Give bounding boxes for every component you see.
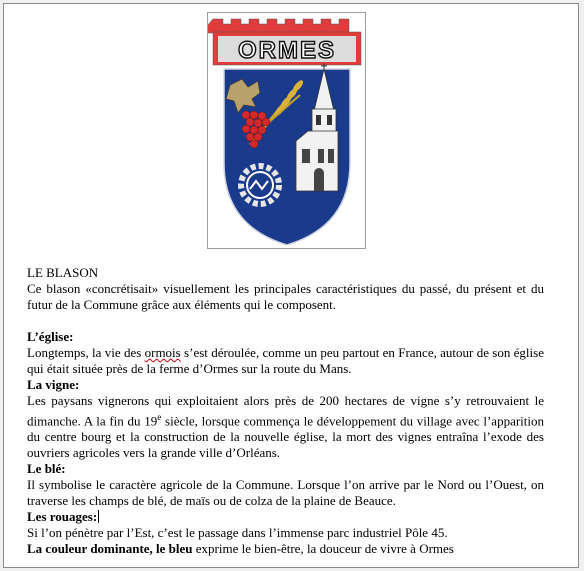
couleur-bold: La couleur dominante, le bleu	[27, 541, 193, 557]
blason-text-body	[27, 265, 544, 557]
banner-battlements	[208, 19, 349, 33]
couleur-rest: exprime le bien-être, la douceur de vivre à Ormes	[192, 541, 454, 557]
text-cursor	[98, 510, 99, 523]
vigne-superscript: e	[157, 412, 162, 422]
vigne-text-after: siècle, lorsque commença le développement du village avec l’apparition du centre bourg et la construction de la nouvelle église, la mort des vignes entraîna l’exode des ouvriers agricoles vers la grande ville d’Orléans.	[27, 413, 545, 461]
eglise-text-after: s’est déroulée, comme un peu partout en France, autour de son église qui était située près de la ferme d’Ormes sur la route du Mans.	[27, 345, 544, 376]
rouages-title-label: Les rouages:	[27, 509, 98, 525]
couleur-text	[27, 541, 544, 557]
vigne-text-before: Les paysans vignerons qui exploitaient alors près de 200 hectares de vigne s’y retrouvaient le dimanche. A la fin du 19	[27, 393, 544, 429]
paragraph-spacer	[27, 313, 544, 329]
eglise-text-before: Longtemps, la vie des	[27, 345, 145, 360]
eglise-title: L’église:	[27, 329, 74, 344]
blason-intro: Ce blason «concrétisait» visuellement les principales caractéristiques du passé, du présent et du futur de la Commune grâce aux éléments qui le composent.	[27, 281, 544, 312]
spellcheck-word-ormois: ormois	[144, 345, 181, 360]
banner-text: ORMES	[237, 37, 337, 64]
eglise-text	[27, 345, 544, 377]
ble-text: Il symbolise le caractère agricole de la Commune. Lorsque l’on arrive par le Nord ou l’Ouest, on traverse les champs de blé, de maïs ou de colza de la plaine de Beauce.	[27, 477, 544, 509]
rouages-text: Si l’on pénètre par l’Est, c’est le passage dans l’immense parc industriel Pôle 45.	[27, 525, 448, 541]
blason-heading: LE BLASON	[27, 265, 99, 280]
vigne-text	[27, 393, 544, 461]
vigne-title: La vigne:	[27, 377, 80, 392]
coat-of-arms-logo	[207, 12, 366, 249]
ormes-shield-image	[208, 13, 365, 248]
rouages-title	[27, 509, 544, 525]
document-page	[3, 3, 579, 568]
ble-title: Le blé:	[27, 461, 66, 477]
